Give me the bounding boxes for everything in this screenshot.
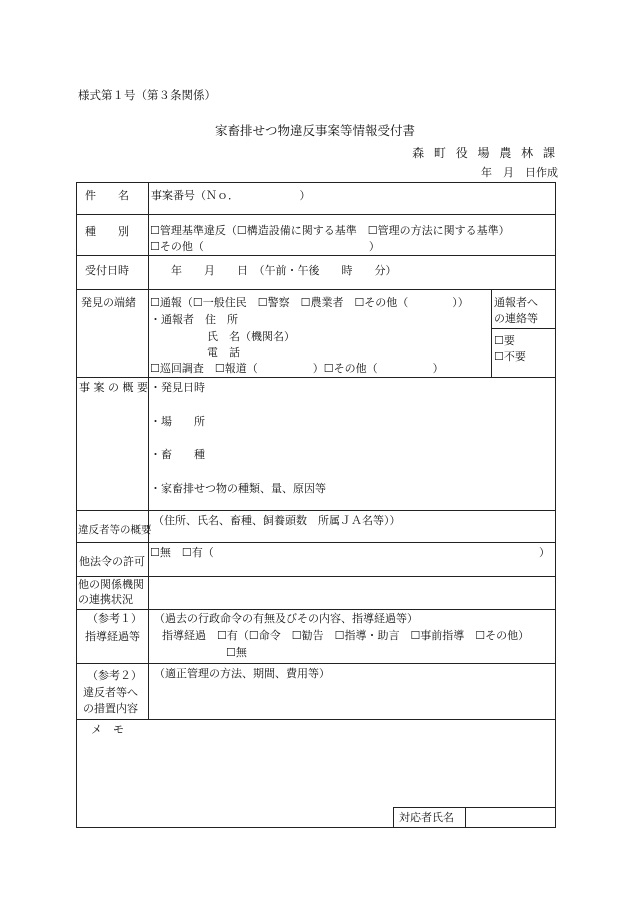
type-other-option[interactable]: ☐その他（ ）	[150, 240, 380, 253]
contact-label-line2: の連絡等	[494, 312, 538, 325]
label-column-divider	[148, 183, 149, 719]
summary-place: ・場 所	[150, 415, 205, 428]
agency-label-line1: 他の関係機関	[78, 578, 144, 591]
type-violation-option[interactable]: ☐管理基準違反（☐構造設備に関する基準 ☐管理の方法に関する基準）	[150, 224, 510, 237]
responder-name-label: 対応者氏名	[399, 811, 454, 824]
violator-summary-field[interactable]: （住所、氏名、畜種、飼養頭数 所属ＪＡ名等））	[153, 514, 401, 527]
form-number-label: 様式第１号（第３条関係）	[78, 88, 216, 102]
other-law-close-paren: ）	[539, 546, 550, 559]
other-law-options[interactable]: ☐無 ☐有（	[150, 546, 214, 559]
contact-need-checkbox[interactable]: ☐要	[494, 334, 515, 347]
guidance-history-options[interactable]: 指導経過 ☐有（☐命令 ☐勧告 ☐指導・助言 ☐事前指導 ☐その他）	[162, 629, 530, 642]
contact-label-line1: 通報者へ	[494, 296, 538, 309]
responder-divider-left	[393, 807, 394, 827]
reporter-address-label: ・通報者 住 所	[150, 313, 238, 326]
contact-divider	[491, 328, 555, 329]
reporter-phone-label: 電 話	[207, 346, 240, 359]
reference1-label-line2: 指導経過等	[85, 630, 140, 643]
summary-livestock: ・畜 種	[150, 448, 205, 461]
reference2-label-line3: の措置内容	[83, 702, 138, 715]
case-name-label: 件 名	[85, 189, 129, 202]
summary-discovery-datetime: ・発見日時	[150, 381, 205, 394]
reference2-description: （適正管理の方法、期間、費用等）	[154, 667, 330, 680]
reference2-label-line2: 違反者等へ	[83, 686, 138, 699]
responder-divider	[393, 807, 555, 808]
memo-label: メ モ	[91, 723, 124, 736]
responder-divider-mid	[465, 807, 466, 827]
creation-date: 年 月 日作成	[481, 166, 558, 179]
reference1-label-line1: （参考１）	[87, 612, 142, 625]
report-source-options[interactable]: ☐通報（☐一般住民 ☐警察 ☐農業者 ☐その他（ ））	[150, 296, 469, 309]
summary-manure-details: ・家畜排せつ物の種類、量、原因等	[150, 482, 326, 495]
document-title: 家畜排せつ物違反事案等情報受付書	[214, 123, 415, 138]
department-name: 森 町 役 場 農 林 課	[412, 146, 558, 160]
contact-column-divider	[491, 289, 492, 377]
row-divider	[77, 719, 555, 720]
discovery-label: 発見の端緒	[81, 296, 136, 309]
reference2-label-line1: （参考２）	[87, 669, 142, 682]
case-number-field[interactable]: 事案番号（Ｎｏ． ）	[151, 189, 311, 202]
other-law-label: 他法令の許可	[79, 555, 145, 568]
received-datetime-field[interactable]: 年 月 日 （午前・午後 時 分）	[171, 264, 397, 277]
summary-label: 事 案 の 概 要	[79, 381, 148, 394]
report-form-table	[76, 182, 556, 828]
violator-label: 違反者等の概要	[78, 524, 152, 536]
patrol-press-other-options[interactable]: ☐巡回調査 ☐報道（ ）☐その他（ ）	[150, 362, 444, 375]
agency-label-line2: の連携状況	[78, 593, 133, 606]
received-label: 受付日時	[85, 264, 129, 277]
contact-no-need-checkbox[interactable]: ☐不要	[494, 350, 526, 363]
type-label: 種 別	[85, 225, 129, 238]
guidance-none-checkbox[interactable]: ☐無	[226, 646, 247, 659]
responder-name-field[interactable]	[469, 810, 553, 825]
reporter-name-label: 氏 名（機関名）	[207, 330, 295, 343]
reference1-description: （過去の行政命令の有無及びその内容、指導経過等）	[154, 612, 418, 625]
